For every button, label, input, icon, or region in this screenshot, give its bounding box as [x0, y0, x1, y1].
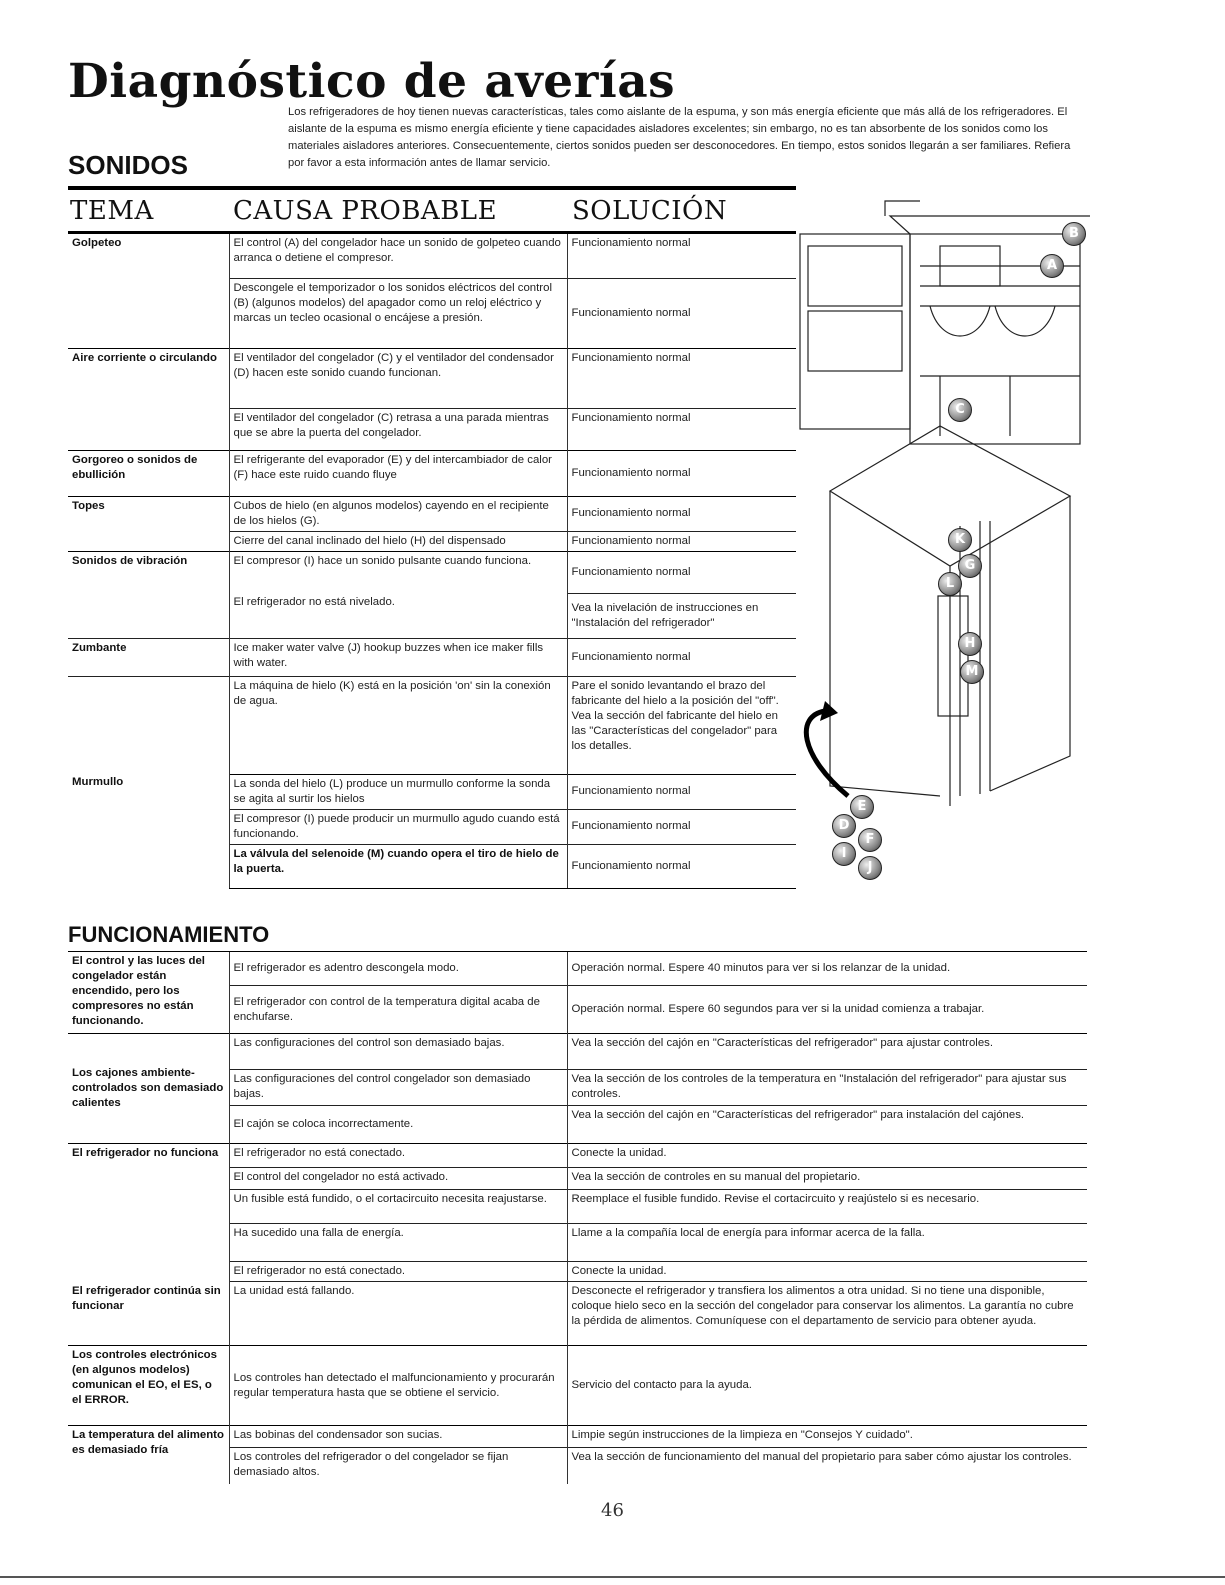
top-rule [68, 186, 796, 190]
refrigerator-illustration [790, 196, 1090, 896]
solucion-cell: Funcionamiento normal [567, 551, 796, 593]
causa-cell: El refrigerador no está conectado. [229, 1262, 567, 1282]
solucion-cell: Funcionamiento normal [567, 531, 796, 551]
causa-cell: Ha sucedido una falla de energía. [229, 1224, 567, 1262]
table-row [68, 1262, 1087, 1282]
marker-m: M [960, 660, 984, 684]
tema-cell: Topes [68, 496, 229, 551]
table-row [68, 234, 796, 278]
table-row [68, 450, 796, 496]
causa-cell: La unidad está fallando. [229, 1282, 567, 1346]
causa-cell: Las configuraciones del control congelador son demasiado bajas. [229, 1070, 567, 1106]
marker-k: K [948, 528, 972, 552]
solucion-cell: Funcionamiento normal [567, 844, 796, 888]
solucion-cell: Vea la sección de los controles de la temperatura en "Instalación del refrigerador" para ajustar sus controles. [567, 1070, 1087, 1106]
causa-cell: El refrigerador no está conectado. [229, 1144, 567, 1168]
tema-cell: Golpeteo [72, 237, 122, 249]
solucion-cell: Operación normal. Espere 60 segundos para ver si la unidad comienza a trabajar. [567, 986, 1087, 1034]
solucion-cell: Servicio del contacto para la ayuda. [567, 1346, 1087, 1426]
section-heading-sonidos: SONIDOS [68, 150, 188, 180]
solucion-cell: Reemplace el fusible fundido. Revise el cortacircuito y reajústelo si es necesario. [567, 1190, 1087, 1224]
column-header-tema: TEMA [70, 196, 154, 226]
marker-h: H [958, 632, 982, 656]
tema-cell: Murmullo [68, 676, 229, 888]
solucion-cell: Desconecte el refrigerador y transfiera los alimentos a otra unidad. Si no tiene una disponible, coloque hielo seco en la sección del congelador para conservar los alimentos. La garantía no cubre la pérdida de alimentos. Comuníquese con el departamento de servicio para obtener ayuda. [567, 1282, 1087, 1346]
causa-cell: Un fusible está fundido, o el cortacircuito necesita reajustarse. [229, 1190, 567, 1224]
marker-l: L [938, 572, 962, 596]
causa-cell: Ice maker water valve (J) hookup buzzes when ice maker fills with water. [229, 638, 567, 676]
solucion-cell: Funcionamiento normal [567, 348, 796, 408]
solucion-cell: Funcionamiento normal [567, 774, 796, 809]
marker-f: F [858, 828, 882, 852]
causa-cell: Cierre del canal inclinado del hielo (H) del dispensado [229, 531, 567, 551]
marker-a: A [1040, 254, 1064, 278]
tema-cell: Aire corriente o circulando [68, 348, 229, 450]
marker-j: J [858, 856, 882, 880]
page-title: Diagnóstico de averías [68, 54, 676, 109]
causa-cell: El refrigerante del evaporador (E) y del intercambiador de calor (F) hace este ruido cuando fluye [229, 450, 567, 496]
table-row [68, 551, 796, 593]
causa-cell: El compresor (I) hace un sonido pulsante cuando funciona. [229, 551, 567, 593]
tema-cell: El refrigerador no funciona [68, 1144, 229, 1262]
causa-cell: El control del congelador no está activado. [229, 1168, 567, 1190]
solucion-cell: Llame a la compañía local de energía para informar acerca de la falla. [567, 1224, 1087, 1262]
column-header-solucion: SOLUCIÓN [572, 196, 728, 226]
tema-cell: Zumbante [68, 638, 229, 676]
solucion-cell: Conecte la unidad. [567, 1262, 1087, 1282]
solucion-cell: Vea la sección del cajón en "Características del refrigerador" para ajustar controles. [567, 1034, 1087, 1070]
solucion-cell: Funcionamiento normal [567, 278, 796, 348]
causa-cell: La máquina de hielo (K) está en la posición 'on' sin la conexión de agua. [229, 676, 567, 774]
table-row [68, 1034, 1087, 1070]
solucion-cell: Funcionamiento normal [567, 638, 796, 676]
tema-cell: El control y las luces del congelador están encendido, pero los compresores no están funcionando. [68, 952, 229, 1034]
solucion-cell: Pare el sonido levantando el brazo del fabricante del hielo a la posición del "off". Vea la sección del fabricante del hielo en las "Características del congelador" para los detalles. [567, 676, 796, 774]
table-row [68, 496, 796, 531]
tema-cell: El refrigerador continúa sin funcionar [72, 1284, 221, 1312]
causa-cell: El cajón se coloca incorrectamente. [229, 1106, 567, 1144]
table-row [68, 1426, 1087, 1448]
marker-d: D [832, 814, 856, 838]
causa-cell: El compresor (I) puede producir un murmullo agudo cuando está funcionando. [229, 809, 567, 844]
funcionamiento-table [68, 951, 1087, 1484]
solucion-cell: Vea la sección del cajón en "Características del refrigerador" para instalación del cajónes. [567, 1106, 1087, 1144]
marker-e: E [850, 795, 874, 819]
causa-cell: Los controles del refrigerador o del congelador se fijan demasiado altos. [229, 1448, 567, 1484]
solucion-cell: Operación normal. Espere 40 minutos para ver si los relanzar de la unidad. [567, 952, 1087, 986]
solucion-cell: Funcionamiento normal [567, 408, 796, 450]
tema-cell: Gorgoreo o sonidos de ebullición [68, 450, 229, 496]
solucion-cell: Vea la sección de funcionamiento del manual del propietario para saber cómo ajustar los controles. [567, 1448, 1087, 1484]
solucion-cell: Vea la nivelación de instrucciones en "Instalación del refrigerador" [567, 593, 796, 638]
causa-cell: Las bobinas del condensador son sucias. [229, 1426, 567, 1448]
causa-cell: El refrigerador no está nivelado. [229, 593, 567, 638]
marker-g: G [958, 554, 982, 578]
causa-cell: La sonda del hielo (L) produce un murmullo conforme la sonda se agita al surtir los hielos [229, 774, 567, 809]
causa-cell: El refrigerador con control de la temperatura digital acaba de enchufarse. [229, 986, 567, 1034]
solucion-cell: Funcionamiento normal [567, 234, 796, 278]
tema-cell: Los cajones ambiente-controlados son demasiado calientes [68, 1034, 229, 1144]
solucion-cell: Funcionamiento normal [567, 809, 796, 844]
causa-cell: El ventilador del congelador (C) y el ventilador del condensador (D) hacen este sonido cuando funcionan. [229, 348, 567, 408]
marker-c: C [948, 398, 972, 422]
causa-cell: Cubos de hielo (en algunos modelos) cayendo en el recipiente de los hielos (G). [229, 496, 567, 531]
table-row [68, 638, 796, 676]
causa-cell: Descongele el temporizador o los sonidos eléctricos del control (B) (algunos modelos) del apagador como un reloj eléctrico y marcas un tecleo ocasional o encájese a presión. [229, 278, 567, 348]
page-number: 46 [601, 1500, 624, 1521]
causa-cell: La válvula del selenoide (M) cuando opera el tiro de hielo de la puerta. [229, 844, 567, 888]
column-header-causa: CAUSA PROBABLE [233, 196, 498, 226]
causa-cell: Las configuraciones del control son demasiado bajas. [229, 1034, 567, 1070]
table-row [68, 676, 796, 774]
bottom-rule [0, 1576, 1225, 1578]
table-row [68, 1346, 1087, 1426]
causa-cell: El ventilador del congelador (C) retrasa a una parada mientras que se abre la puerta del congelador. [229, 408, 567, 450]
tema-cell: Los controles electrónicos (en algunos modelos) comunican el EO, el ES, o el ERROR. [68, 1346, 229, 1426]
tema-cell: Sonidos de vibración [68, 551, 229, 638]
intro-paragraph: Los refrigeradores de hoy tienen nuevas características, tales como aislante de la espuma, y son más energía eficiente que más allá de los refrigeradores. El aislante de la espuma es mismo energía eficiente y tiene capacidades aisladores excelentes; sin embargo, no es tan absorbente de los sonidos como los materiales aisladores anteriores. Consecuentemente, ciertos sonidos pueden ser desconocedores. En tiempo, estos sonidos llegarán a ser familiares. Refiera por favor a esta información antes de llamar servicio. [288, 106, 1071, 169]
table-row [68, 952, 1087, 986]
table-row [68, 348, 796, 408]
sonidos-table [68, 234, 796, 889]
causa-cell: El control (A) del congelador hace un sonido de golpeteo cuando arranca o detiene el compresor. [229, 234, 567, 278]
table-row [68, 1144, 1087, 1168]
tema-cell: La temperatura del alimento es demasiado fría [68, 1426, 229, 1484]
causa-cell: El refrigerador es adentro descongela modo. [229, 952, 567, 986]
solucion-cell: Conecte la unidad. [567, 1144, 1087, 1168]
section-heading-funcionamiento: FUNCIONAMIENTO [68, 922, 270, 947]
solucion-cell: Vea la sección de controles en su manual del propietario. [567, 1168, 1087, 1190]
solucion-cell: Funcionamiento normal [567, 496, 796, 531]
marker-i: I [832, 842, 856, 866]
solucion-cell: Funcionamiento normal [567, 450, 796, 496]
causa-cell: Los controles han detectado el malfuncionamiento y procurarán regular temperatura hasta que se obtiene el servicio. [229, 1346, 567, 1426]
marker-b: B [1062, 222, 1086, 246]
solucion-cell: Limpie según instrucciones de la limpieza en "Consejos Y cuidado". [567, 1426, 1087, 1448]
